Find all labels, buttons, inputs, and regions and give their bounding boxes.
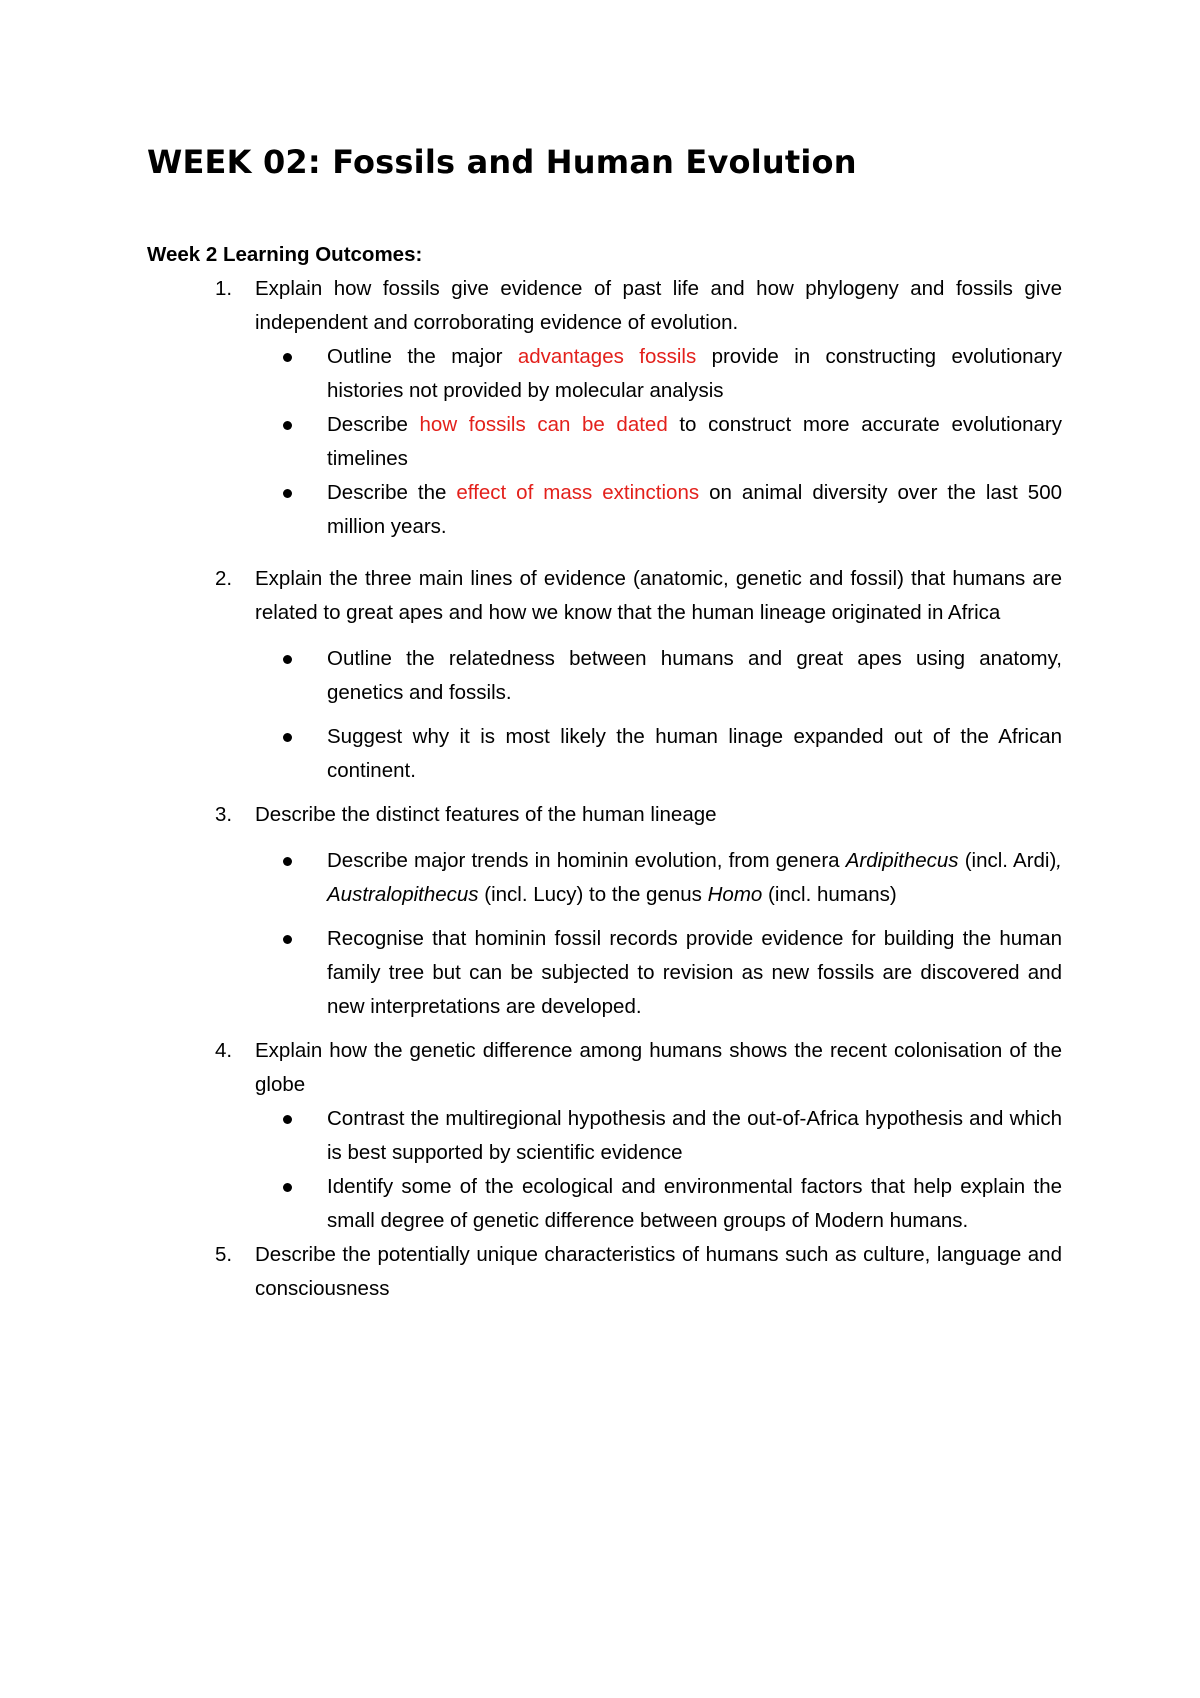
- outcome-text: Describe the distinct features of the human lineage: [255, 803, 717, 826]
- bullet-text-part: Describe the: [327, 481, 457, 504]
- outcome-item: [147, 798, 1062, 1024]
- outcome-number: 1.: [215, 277, 233, 300]
- bullet-icon: [283, 353, 292, 362]
- bullet-icon: [283, 1115, 292, 1124]
- bullet-text-part: to construct more accurate evolutionary timelines: [327, 413, 1062, 470]
- bullet-text: [327, 340, 1062, 408]
- genus-name: , Australopithecus: [327, 849, 1062, 906]
- bullet-text: Identify some of the ecological and environmental factors that help explain the small degree of genetic difference between groups of Modern humans.: [327, 1175, 1062, 1232]
- outcome-bullet-list: [255, 1102, 1062, 1238]
- bullet-item: [255, 408, 1062, 476]
- outcome-bullet-list: [255, 844, 1062, 1024]
- outcome-text: Explain how the genetic difference among humans shows the recent colonisation of the globe: [255, 1039, 1062, 1096]
- bullet-text-part: Describe major trends in hominin evolution, from genera: [327, 849, 846, 872]
- bullet-icon: [283, 857, 292, 866]
- bullet-item: [255, 844, 1062, 912]
- bullet-text: Outline the relatedness between humans and great apes using anatomy, genetics and fossils.: [327, 647, 1062, 704]
- bullet-text: [327, 408, 1062, 476]
- bullet-item: [255, 922, 1062, 1024]
- outcome-item: [147, 1034, 1062, 1238]
- highlighted-phrase: effect of mass extinctions: [456, 481, 700, 504]
- outcome-number: 2.: [215, 567, 233, 590]
- outcomes-list: [147, 272, 1062, 1306]
- highlighted-phrase: advantages fossils: [517, 345, 697, 368]
- bullet-item: [255, 476, 1062, 544]
- bullet-item: [255, 340, 1062, 408]
- outcome-text: Explain the three main lines of evidence (anatomic, genetic and fossil) that humans are related to great apes and how we know that the human lineage originated in Africa: [255, 567, 1062, 624]
- bullet-text-part: on animal diversity over the last 500 million years.: [327, 481, 1063, 538]
- learning-outcomes-heading: Week 2 Learning Outcomes:: [147, 243, 423, 266]
- bullet-item: [255, 642, 1062, 710]
- outcome-text: Describe the potentially unique characteristics of humans such as culture, language and consciousness: [255, 1243, 1062, 1300]
- outcome-item: [147, 272, 1062, 544]
- bullet-text: Suggest why it is most likely the human linage expanded out of the African continent.: [327, 725, 1062, 782]
- outcome-bullet-list: [255, 642, 1062, 788]
- highlighted-phrase: how fossils can be dated: [419, 413, 668, 436]
- bullet-text-part: (incl. Ardi): [958, 849, 1057, 872]
- bullet-text-part: (incl. humans): [762, 883, 897, 906]
- outcome-item: [147, 1238, 1062, 1306]
- learning-outcomes: [147, 238, 1062, 1306]
- bullet-text-part: (incl. Lucy) to the genus: [478, 883, 708, 906]
- outcome-item: [147, 562, 1062, 788]
- genus-name: Ardipithecus: [845, 849, 959, 872]
- bullet-icon: [283, 733, 292, 742]
- bullet-text: Recognise that hominin fossil records provide evidence for building the human family tree but can be subjected to revision as new fossils are discovered and new interpretations are developed.: [327, 927, 1062, 1018]
- outcome-number: 5.: [215, 1243, 233, 1266]
- bullet-item: [255, 1170, 1062, 1238]
- outcome-number: 3.: [215, 803, 233, 826]
- page-title: WEEK 02: Fossils and Human Evolution: [147, 143, 857, 181]
- bullet-text-part: Describe: [327, 413, 420, 436]
- outcome-bullet-list: [255, 340, 1062, 544]
- bullet-icon: [283, 489, 292, 498]
- bullet-icon: [283, 935, 292, 944]
- bullet-text: [327, 844, 1062, 912]
- bullet-icon: [283, 655, 292, 664]
- bullet-icon: [283, 421, 292, 430]
- bullet-text-part: Outline the major: [327, 345, 518, 368]
- bullet-text: [327, 476, 1062, 544]
- genus-name: Homo: [707, 883, 763, 906]
- bullet-item: [255, 720, 1062, 788]
- bullet-text-part: provide in constructing evolutionary histories not provided by molecular analysis: [327, 345, 1062, 402]
- outcome-number: 4.: [215, 1039, 233, 1062]
- outcome-text: Explain how fossils give evidence of past life and how phylogeny and fossils give independent and corroborating evidence of evolution.: [255, 277, 1062, 334]
- bullet-item: [255, 1102, 1062, 1170]
- bullet-text: Contrast the multiregional hypothesis and the out-of-Africa hypothesis and which is best supported by scientific evidence: [327, 1107, 1062, 1164]
- bullet-icon: [283, 1183, 292, 1192]
